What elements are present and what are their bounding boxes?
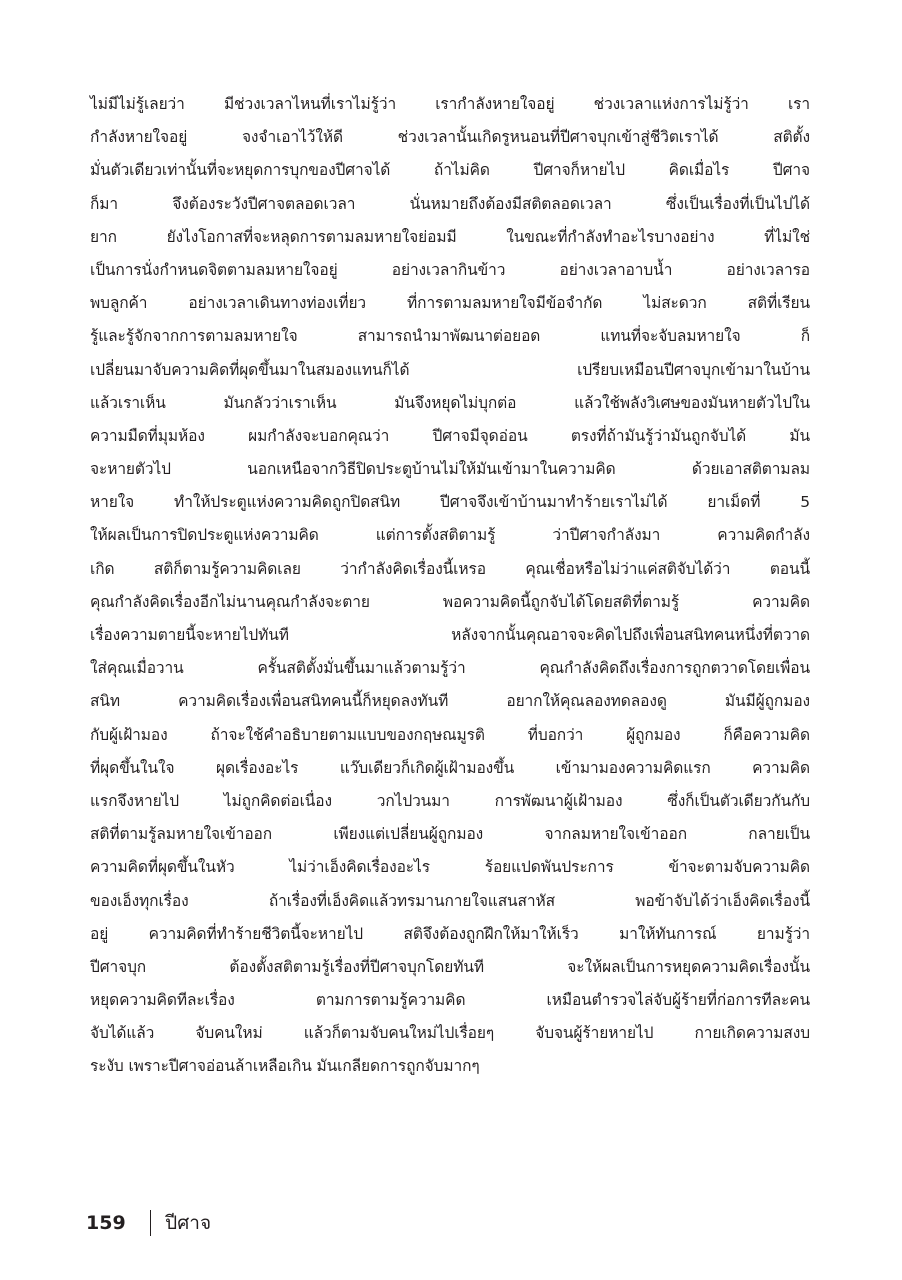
text-line: เกิด สติก็ตามรู้ความคิดเลย ว่ากำลังคิดเรื่องนี้เหรอ คุณเชื่อหรือไม่ว่าแค่สติจับได้ว่า ตอนนี้ <box>90 559 810 578</box>
text-line: จับได้แล้ว จับคนใหม่ แล้วก็ตามจับคนใหม่ไปเรื่อยๆ จับจนผู้ร้ายหายไป กายเกิดความสงบ <box>90 1024 810 1043</box>
footer-divider <box>150 1210 152 1236</box>
text-line: ที่ผุดขึ้นในใจ ผุดเรื่องอะไร แว๊บเดียวก็เกิดผู้เฝ้ามองขึ้น เข้ามามองความคิดแรก ความคิด <box>90 758 810 777</box>
text-line: หยุดความคิดทีละเรื่อง ตามการตามรู้ความคิด เหมือนตำรวจไล่จับผู้ร้ายที่ก่อการทีละคน <box>90 991 810 1010</box>
text-line: กำลังหายใจอยู่ จงจำเอาไว้ให้ดี ช่วงเวลานั้นเกิดรูหนอนที่ปีศาจบุกเข้าสู่ชีวิตเราได้ สติตั้ง <box>90 128 810 147</box>
text-line: จะหายตัวไป นอกเหนือจากวิธีปิดประตูบ้านไม่ให้มันเข้ามาในความคิด ด้วยเอาสติตามลม <box>90 460 810 479</box>
text-line: หายใจ ทำให้ประตูแห่งความคิดถูกปิดสนิท ปีศาจจึงเข้าบ้านมาทำร้ายเราไม่ได้ ยาเม็ดที่ 5 <box>90 493 810 512</box>
running-title: ปีศาจ <box>165 1212 212 1234</box>
text-line: เป็นการนั่งกำหนดจิตตามลมหายใจอยู่ อย่างเวลากินข้าว อย่างเวลาอาบน้ำ อย่างเวลารอ <box>90 260 810 279</box>
text-line: ก็มา จึงต้องระวังปีศาจตลอดเวลา นั่นหมายถึงต้องมีสติตลอดเวลา ซึ่งเป็นเรื่องที่เป็นไปได้ <box>90 194 810 213</box>
text-line: สนิท ความคิดเรื่องเพื่อนสนิทคนนี้ก็หยุดลงทันที อยากให้คุณลองทดลองดู มันมีผู้ถูกมอง <box>90 692 810 711</box>
text-line: รู้และรู้จักจากการตามลมหายใจ สามารถนำมาพัฒนาต่อยอด แทนที่จะจับลมหายใจ ก็ <box>90 327 810 346</box>
text-line: คุณกำลังคิดเรื่องอีกไม่นานคุณกำลังจะตาย พอความคิดนี้ถูกจับได้โดยสติที่ตามรู้ ความคิด <box>90 592 810 611</box>
text-line: ปีศาจบุก ต้องตั้งสติตามรู้เรื่องที่ปีศาจบุกโดยทันที จะให้ผลเป็นการหยุดความคิดเรื่องนั้น <box>90 957 810 976</box>
text-line: เปลี่ยนมาจับความคิดที่ผุดขึ้นมาในสมองแทนก็ได้ เปรียบเหมือนปีศาจบุกเข้ามาในบ้าน <box>90 360 810 379</box>
text-line: ของเอ็งทุกเรื่อง ถ้าเรื่องที่เอ็งคิดแล้วทรมานกายใจแสนสาหัส พอข้าจับได้ว่าเอ็งคิดเรื่องนี้ <box>90 891 810 910</box>
text-line: แล้วเราเห็น มันกลัวว่าเราเห็น มันจึงหยุดไม่บุกต่อ แล้วใช้พลังวิเศษของมันหายตัวไปใน <box>90 393 810 412</box>
text-line: ความมืดที่มุมห้อง ผมกำลังจะบอกคุณว่า ปีศาจมีจุดอ่อน ตรงที่ถ้ามันรู้ว่ามันถูกจับได้ มัน <box>90 426 810 445</box>
text-line: ยาก ยังไงโอกาสที่จะหลุดการตามลมหายใจย่อมมี ในขณะที่กำลังทำอะไรบางอย่าง ที่ไม่ใช่ <box>90 227 810 246</box>
page-footer <box>86 1206 211 1240</box>
page-number: 159 <box>86 1212 126 1234</box>
text-line: กับผู้เฝ้ามอง ถ้าจะใช้คำอธิบายตามแบบของกฤษณมูรติ ที่บอกว่า ผู้ถูกมอง ก็คือความคิด <box>90 725 810 744</box>
text-line: ให้ผลเป็นการปิดประตูแห่งความคิด แต่การตั้งสติตามรู้ ว่าปีศาจกำลังมา ความคิดกำลัง <box>90 526 810 545</box>
text-line: มั่นตัวเดียวเท่านั้นที่จะหยุดการบุกของปีศาจได้ ถ้าไม่คิด ปีศาจก็หายไป คิดเมื่อไร ปีศาจ <box>90 161 810 180</box>
text-line: เรื่องความตายนี้จะหายไปทันที หลังจากนั้นคุณอาจจะคิดไปถึงเพื่อนสนิทคนหนึ่งที่ตวาด <box>90 626 810 644</box>
text-line: แรกจึงหายไป ไม่ถูกคิดต่อเนื่อง วกไปวนมา การพัฒนาผู้เฝ้ามอง ซึ่งก็เป็นตัวเดียวกันกับ <box>90 791 810 810</box>
body-text <box>90 88 810 1084</box>
text-line: ไม่มีไม่รู้เลยว่า มีช่วงเวลาไหนที่เราไม่รู้ว่า เรากำลังหายใจอยู่ ช่วงเวลาแห่งการไม่รู้ว่า เรา <box>90 95 810 113</box>
text-line: ความคิดที่ผุดขึ้นในหัว ไม่ว่าเอ็งคิดเรื่องอะไร ร้อยแปดพันประการ ข้าจะตามจับความคิด <box>90 858 810 877</box>
text-line: ใส่คุณเมื่อวาน ครั้นสติตั้งมั่นขึ้นมาแล้วตามรู้ว่า คุณกำลังคิดถึงเรื่องการถูกตวาดโดยเพื่อน <box>90 659 810 678</box>
text-line: สติที่ตามรู้ลมหายใจเข้าออก เพียงแต่เปลี่ยนผู้ถูกมอง จากลมหายใจเข้าออก กลายเป็น <box>90 825 810 844</box>
text-line: ระงับ เพราะปีศาจอ่อนล้าเหลือเกิน มันเกลียดการถูกจับมากๆ <box>90 1057 480 1076</box>
text-line: อยู่ ความคิดที่ทำร้ายชีวิตนี้จะหายไป สติจึงต้องถูกฝึกให้มาให้เร็ว มาให้ทันการณ์ ยามรู้ว่า <box>90 924 810 943</box>
text-line: พบลูกค้า อย่างเวลาเดินทางท่องเที่ยว ที่การตามลมหายใจมีข้อจำกัด ไม่สะดวก สติที่เรียน <box>90 294 810 313</box>
